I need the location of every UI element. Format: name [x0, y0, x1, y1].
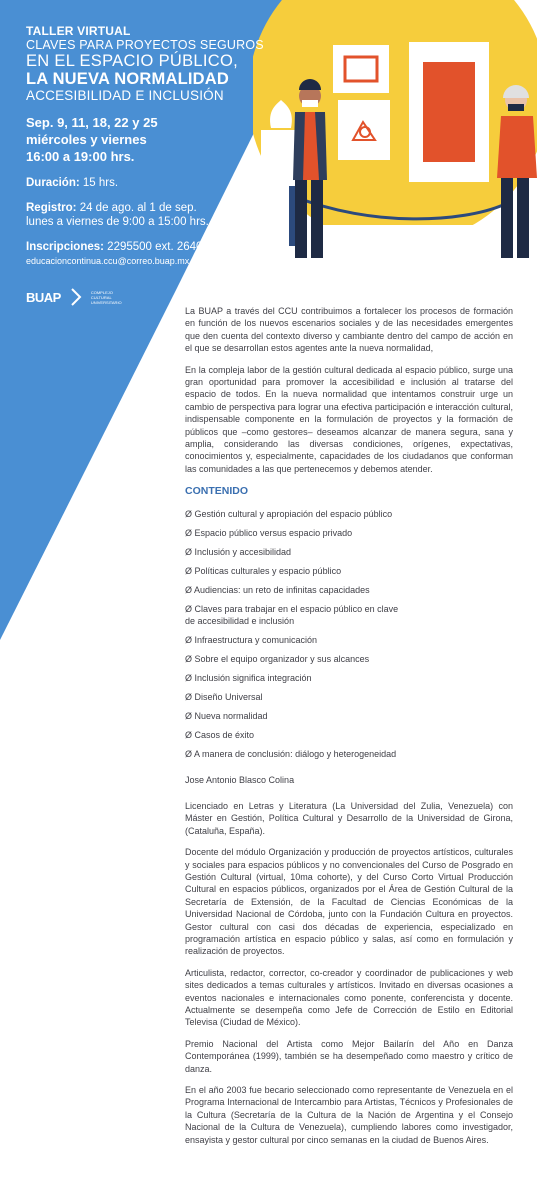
contact-email[interactable]: educacioncontinua.ccu@correo.buap.mx	[26, 256, 190, 266]
logos	[26, 287, 131, 307]
author-name: Jose Antonio Blasco Colina	[185, 774, 295, 785]
list-item: Ø Audiencias: un reto de infinitas capacidades	[185, 584, 370, 595]
inscripciones-value: 2295500 ext. 2640	[107, 241, 203, 253]
event-title-line4: ACCESIBILIDAD E INCLUSIÓN	[26, 88, 224, 103]
list-item: Ø A manera de conclusión: diálogo y heterogeneidad	[185, 749, 397, 760]
event-kicker: TALLER VIRTUAL	[26, 24, 131, 38]
duration-value: 15 hrs.	[82, 177, 119, 189]
registro-label: Registro:	[26, 202, 77, 214]
registro-info	[26, 201, 276, 229]
author-bio-paragraph: Docente del módulo Organización y producción de proyectos artísticos, culturales y sociales para espacios públicos y no convencionales del Curso de Posgrado en Gestión Cultural (virtual, 10ma cohorte), y del Curso Corto Virtual Producción Cultural en espacios públicos, organizados por el Área de Gestión Cultural de la Secretaría de Extensión, de la Facultad de Ciencias Económicas de la Universidad Nacional de Córdoba, junto con la Fundación Cultura en proyectos. Gestor cultural con casi dos décadas de experiencia, especializado en programación artística en espacio público y salas, así como en formulación y realización de proyectos.	[185, 847, 513, 957]
list-item: Ø Diseño Universal	[185, 692, 263, 703]
duration-info	[26, 176, 276, 190]
event-title-line2: EN EL ESPACIO PÚBLICO,	[26, 52, 238, 70]
inscripciones-info	[26, 240, 276, 268]
event-header	[26, 24, 276, 268]
list-item: Ø Inclusión y accesibilidad	[185, 546, 292, 557]
main-content	[185, 305, 513, 1155]
author-bio-paragraph: En el año 2003 fue becario seleccionado como representante de Venezuela en el Programa Internacional de Intercambio para Artistas, Técnicos y Profesionales de la Cultura (Secretaría de la Cultura de la Nación de Argentina y el Consejo Nacional de la Cultura de Venezuela), cumpliendo labores como investigador, ensayista y gestor cultural por cinco semanas en la ciudad de Buenos Aires.	[185, 1085, 513, 1145]
buap-logo: BUAP	[26, 289, 61, 305]
event-dates	[26, 114, 276, 165]
author-bio-paragraph: Articulista, redactor, corrector, co-creador y coordinador de publicaciones y web sites dedicados a temas culturales y artísticos. Invitado en diversas ocasiones a eventos nacionales e internacionales como ponente, conferencista y docente. Actualmente se desempeña como Jefe de Corrección de Estilo en Editorial Televisa (Ciudad de México).	[185, 967, 513, 1028]
inscripciones-label: Inscripciones:	[26, 241, 104, 253]
list-item: Ø Espacio público versus espacio privado	[185, 527, 353, 538]
list-item: de accesibilidad e inclusión	[185, 616, 295, 627]
list-item: Ø Nueva normalidad	[185, 711, 268, 722]
intro-paragraph-2: En la compleja labor de la gestión cultural dedicada al espacio público, surge una gran oportunidad para promover la accesibilidad e inclusión al tratarse del espacio de todos. En la nueva normalidad que intentamos construir urge un cambio de perspectiva para lograr una efectiva participación e interacción cultural, indispensable componente en la formulación de proyectos y la formación de públicos que –como gestores– deseamos alcanzar de manera segura, sana y amplia, considerando las diversas condiciones, orígenes, expectativas, conocimientos y, especialmente, capacidades de los ciudadanos que conforman las comunidades a las que pertenecemos y debemos atender.	[185, 364, 513, 474]
author-bio-paragraph: Licenciado en Letras y Literatura (La Universidad del Zulia, Venezuela) con Máster en Gestión, Política Cultural y Desarrollo de la Universidad de Girona, (Cataluña, España).	[185, 800, 513, 836]
ccu-logo-icon	[69, 287, 83, 307]
ccu-logo-text: COMPLEJO CULTURAL UNIVERSITARIO	[90, 289, 122, 305]
event-title-line1: CLAVES PARA PROYECTOS SEGUROS	[26, 38, 264, 52]
museum-illustration	[253, 0, 537, 270]
intro-paragraph-1: La BUAP a través del CCU contribuimos a fortalecer los procesos de formación en función de los nuevos escenarios sociales y de las necesidades emergentes que den cuenta del contexto diverso y cambiante dentro del campo de acción en el que se desarrollan estos agentes ante la nueva normalidad,	[185, 306, 513, 354]
event-title-line3: LA NUEVA NORMALIDAD	[26, 70, 230, 88]
list-item: Ø Gestión cultural y apropiación del espacio público	[185, 508, 393, 519]
list-item: Ø Claves para trabajar en el espacio público en clave	[185, 603, 399, 614]
duration-label: Duración:	[26, 177, 80, 189]
registro-value: 24 de ago. al 1 de sep.	[79, 202, 197, 214]
contenido-list	[185, 508, 513, 761]
author-bio-paragraph: Premio Nacional del Artista como Mejor Bailarín del Año en Danza Contemporánea (1999), también se ha desempeñado como maestro y crítico de danza.	[185, 1038, 513, 1074]
dates-line2: miércoles y viernes	[26, 132, 147, 147]
list-item: Ø Sobre el equipo organizador y sus alcances	[185, 654, 370, 665]
dates-line3: 16:00 a 19:00 hrs.	[26, 149, 135, 164]
dates-line1: Sep. 9, 11, 18, 22 y 25	[26, 115, 158, 130]
list-item: Ø Políticas culturales y espacio público	[185, 565, 342, 576]
list-item: Ø Infraestructura y comunicación	[185, 635, 318, 646]
list-item: Ø Casos de éxito	[185, 730, 255, 741]
registro-hours: lunes a viernes de 9:00 a 15:00 hrs.	[26, 216, 209, 228]
list-item: Ø Inclusión significa integración	[185, 673, 312, 684]
contenido-title: CONTENIDO	[185, 485, 248, 498]
